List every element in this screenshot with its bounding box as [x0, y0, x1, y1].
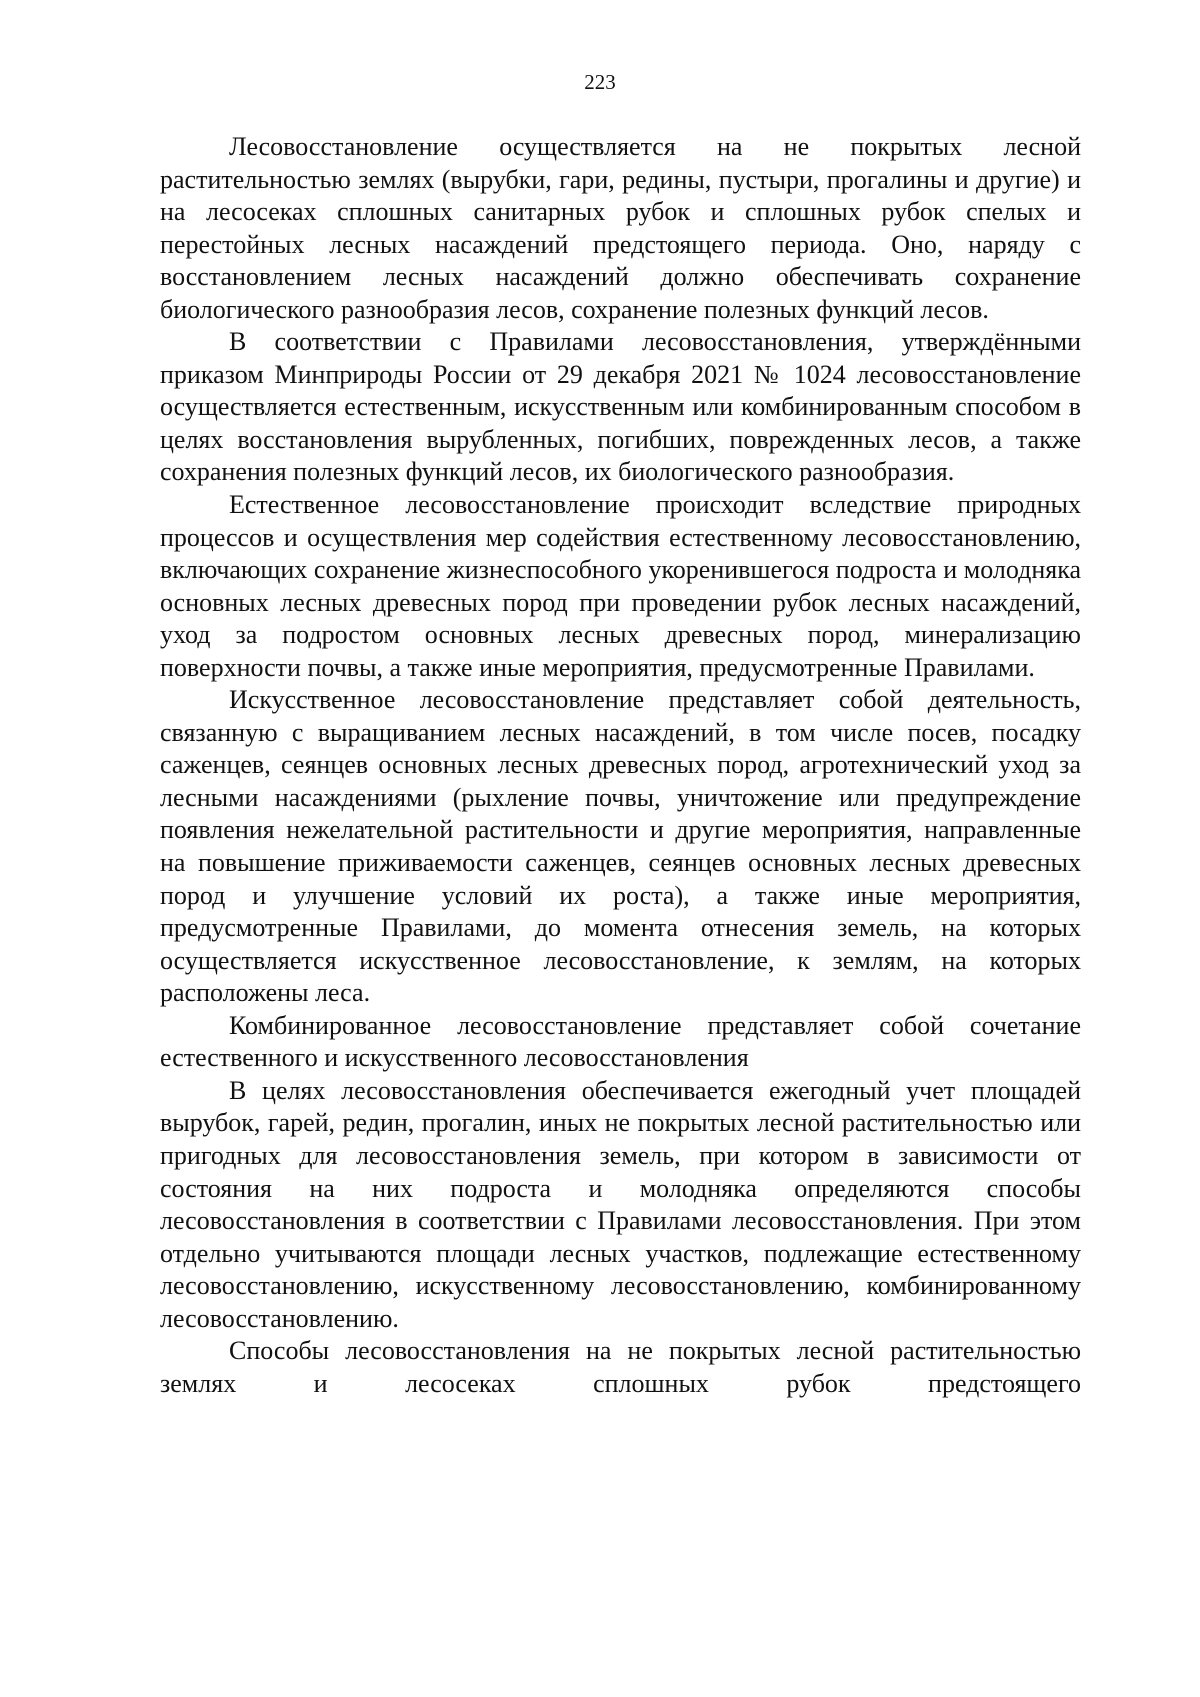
- paragraph-reforestation-intro: Лесовосстановление осуществляется на не покрытых лесной растительностью землях (вырубки, гари, редины, пустыри, прогалины и другие) и на лесосеках сплошных санитарных рубок и сплошных рубок спелых и перестойных лесных насаждений предстоящего периода. Оно, наряду с восстановлением лесных насаждений должно обеспечивать сохранение биологического разнообразия лесов, сохранение полезных функций лесов.: [160, 132, 1081, 324]
- paragraph-artificial-reforestation: Искусственное лесовосстановление представляет собой деятельность, связанную с выращиванием лесных насаждений, в том числе посев, посадку саженцев, сеянцев основных лесных древесных пород, агротехнический уход за лесными насаждениями (рыхление почвы, уничтожение или предупреждение появления нежелательной растительности и другие мероприятия, направленные на повышение приживаемости саженцев, сеянцев основных лесных древесных пород и улучшение условий их роста), а также иные мероприятия, предусмотренные Правилами, до момента отнесения земель, на которых осуществляется искусственное лесовосстановление, к землям, на которых расположены леса.: [160, 685, 1081, 1008]
- paragraph-annual-accounting: В целях лесовосстановления обеспечивается ежегодный учет площадей вырубок, гарей, редин, прогалин, иных не покрытых лесной растительностью или пригодных для лесовосстановления земель, при котором в зависимости от состояния на них подроста и молодняка определяются способы лесовосстановления в соответствии с Правилами лесовосстановления. При этом отдельно учитываются площади лесных участков, подлежащие естественному лесовосстановлению, искусственному лесовосстановлению, комбинированному лесовосстановлению.: [160, 1075, 1081, 1333]
- paragraph-methods-continued: Способы лесовосстановления на не покрытых лесной растительностью землях и лесосеках сплошных рубок предстоящего: [160, 1336, 1081, 1398]
- paragraph-combined-reforestation: Комбинированное лесовосстановление представляет собой сочетание естественного и искусственного лесовосстановления: [160, 1010, 1081, 1073]
- document-body: [160, 131, 1081, 1400]
- paragraph-rules-reference: В соответствии с Правилами лесовосстановления, утверждёнными приказом Минприроды России от 29 декабря 2021 № 1024 лесовосстановление осуществляется естественным, искусственным или комбинированным способом в целях восстановления вырубленных, погибших, поврежденных лесов, а также сохранения полезных функций лесов, их биологического разнообразия.: [160, 327, 1081, 487]
- paragraph-natural-reforestation: Естественное лесовосстановление происходит вследствие природных процессов и осуществления мер содействия естественному лесовосстановлению, включающих сохранение жизнеспособного укоренившегося подроста и молодняка основных лесных древесных пород при проведении рубок лесных насаждений, уход за подростом основных лесных древесных пород, минерализацию поверхности почвы, а также иные мероприятия, предусмотренные Правилами.: [160, 490, 1081, 682]
- page-number: 223: [584, 70, 616, 94]
